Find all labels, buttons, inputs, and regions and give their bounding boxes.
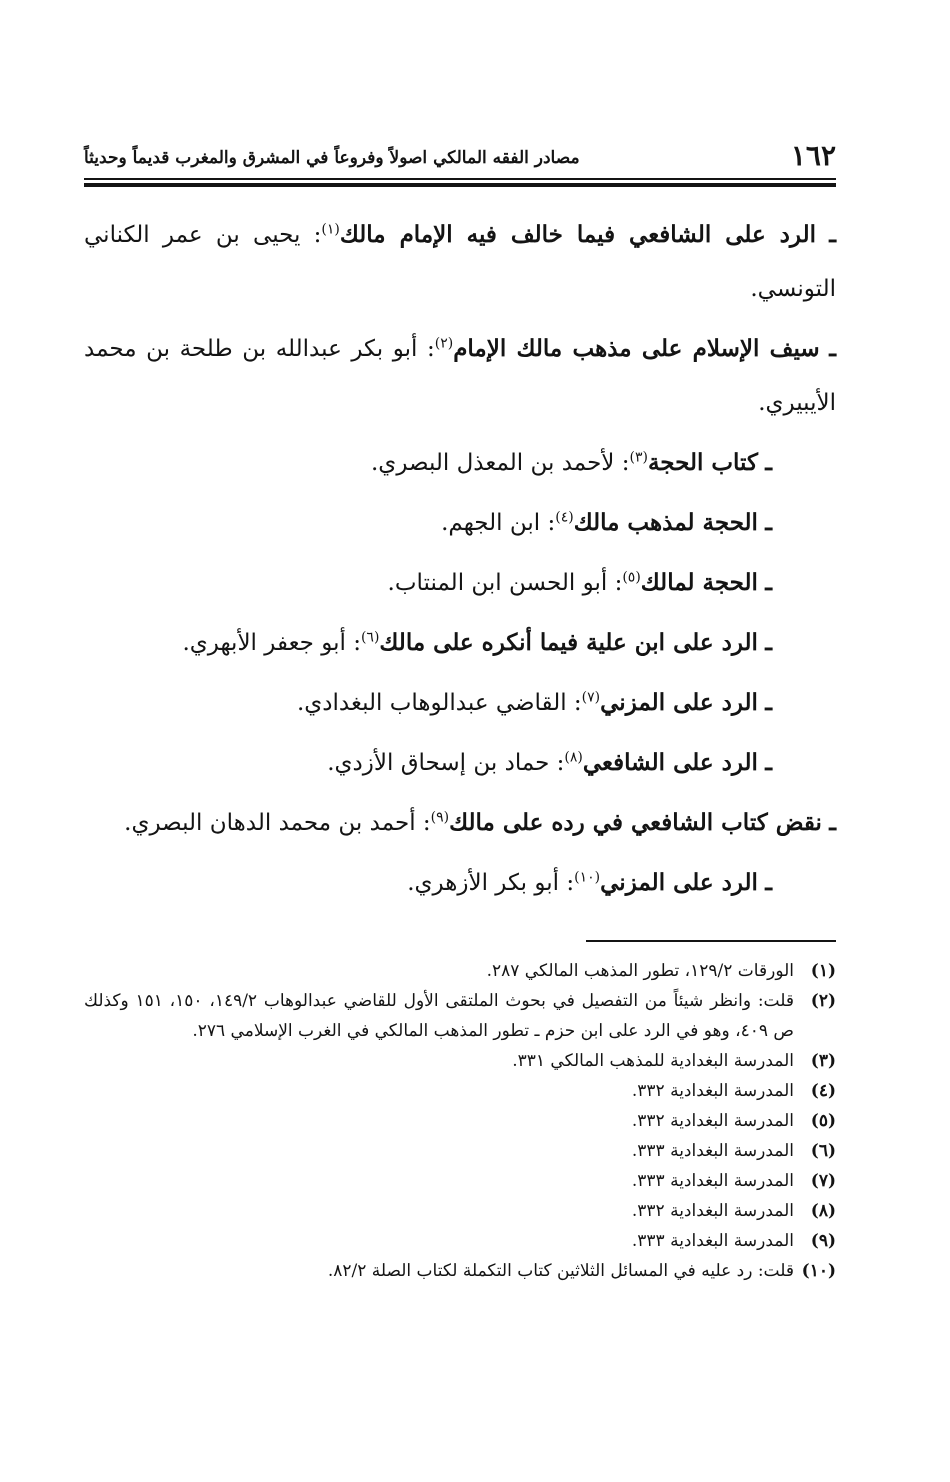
footnote-ref: (٦) [360, 629, 380, 646]
list-item [84, 322, 836, 430]
book-title: الرد على المزني [600, 689, 758, 716]
entry-dash: ـ [765, 449, 772, 476]
footnote-separator [586, 940, 836, 942]
footnote [84, 1136, 836, 1166]
footnote-text: قلت: وانظر شيئاً من التفصيل في بحوث الملتقى الأول للقاضي عبدالوهاب ١٤٩/٢، ١٥٠، ١٥١ وكذلك ص ٤٠٩، وهو في الرد على ابن حزم ـ تطور المذهب المالكي في الغرب الإسلامي ٢٧٦. [84, 991, 794, 1041]
footnote-number: (٢) [810, 991, 836, 1011]
list-item [84, 556, 836, 610]
book-author: : أبو بكر عبدالله بن طلحة بن محمد الأيبيري. [84, 336, 836, 416]
footnote [84, 1196, 836, 1226]
book-title: نقض كتاب الشافعي في رده على مالك [449, 809, 822, 836]
book-author: : أحمد بن محمد الدهان البصري. [124, 810, 431, 836]
entry-dash: ـ [829, 335, 836, 362]
footnote-text: المدرسة البغدادية للمذهب المالكي ٣٣١. [512, 1051, 794, 1071]
footnote-ref: (٩) [430, 809, 450, 826]
book-title: الرد على المزني [600, 869, 758, 896]
entry-dash: ـ [765, 509, 772, 536]
book-author: : حماد بن إسحاق الأزدي. [327, 750, 565, 776]
book-title: الرد على ابن علية فيما أنكره على مالك [379, 629, 758, 656]
book-author: : ابن الجهم. [441, 510, 556, 536]
book-author: : أبو جعفر الأبهري. [182, 630, 361, 656]
list-item [84, 796, 836, 850]
entry-dash: ـ [829, 221, 837, 248]
footnote-ref: (٣) [629, 449, 648, 466]
footnote [84, 1046, 836, 1076]
footnote [84, 1256, 836, 1286]
book-title: الحجة لمذهب مالك [573, 509, 758, 536]
book-title: سيف الإسلام على مذهب مالك الإمام [453, 335, 820, 362]
footnotes [84, 956, 836, 1286]
list-item [84, 676, 836, 730]
footnote-text: المدرسة البغدادية ٣٣٣. [631, 1141, 794, 1161]
entry-dash: ـ [765, 689, 772, 716]
book-title: الرد على الشافعي [582, 749, 758, 776]
list-item [84, 208, 836, 316]
entry-dash: ـ [765, 569, 772, 596]
entry-dash: ـ [765, 749, 772, 776]
footnote-number: (١) [810, 961, 836, 981]
footnote [84, 1226, 836, 1256]
book-author: : أبو بكر الأزهري. [407, 870, 575, 896]
footnote-text: المدرسة البغدادية ٣٣٢. [631, 1201, 794, 1221]
book-author: : القاضي عبدالوهاب البغدادي. [296, 690, 582, 716]
list-item [84, 736, 836, 790]
book-author: : يحيى بن عمر الكناني التونسي. [84, 222, 836, 302]
list-item [84, 436, 836, 490]
footnote [84, 1106, 836, 1136]
footnote-ref: (٥) [622, 569, 641, 586]
footnote [84, 986, 836, 1046]
page-number: ١٦٢ [790, 139, 836, 172]
entry-dash: ـ [765, 869, 772, 896]
footnote-ref: (٨) [564, 749, 583, 766]
footnote-ref: (١) [321, 221, 340, 238]
book-author: : أبو الحسن ابن المنتاب. [387, 570, 623, 596]
page-header [84, 138, 836, 178]
footnote-ref: (٤) [555, 509, 574, 526]
book-title: الرد على الشافعي فيما خالف فيه الإمام مالك [339, 221, 816, 248]
footnote [84, 1076, 836, 1106]
footnote [84, 1166, 836, 1196]
footnote-number: (٥) [810, 1111, 836, 1131]
footnote-number: (٩) [810, 1231, 836, 1251]
header-rule-thick [84, 183, 836, 187]
footnote-text: قلت: رد عليه في المسائل الثلاثين كتاب التكملة لكتاب الصلة ٨٢/٢. [327, 1261, 794, 1281]
entry-dash: ـ [765, 629, 772, 656]
book-title: كتاب الحجة [647, 449, 758, 476]
footnote-number: (٤) [810, 1081, 836, 1101]
footnote-number: (١٠) [801, 1261, 836, 1281]
book-title: الحجة لمالك [640, 569, 758, 596]
footnote-number: (٧) [810, 1171, 836, 1191]
footnote-ref: (٧) [581, 689, 601, 706]
footnote-text: الورقات ١٢٩/٢، تطور المذهب المالكي ٢٨٧. [486, 961, 794, 981]
footnote-text: المدرسة البغدادية ٣٣٣. [631, 1171, 794, 1191]
footnote-text: المدرسة البغدادية ٣٣٣. [631, 1231, 794, 1251]
list-item [84, 616, 836, 670]
footnote-number: (٨) [810, 1201, 836, 1221]
book-author: : لأحمد بن المعذل البصري. [371, 450, 630, 476]
footnote-number: (٣) [810, 1051, 836, 1071]
footnote-text: المدرسة البغدادية ٣٣٢. [631, 1081, 794, 1101]
footnote-number: (٦) [810, 1141, 836, 1161]
book-list [84, 208, 836, 916]
running-title: مصادر الفقه المالكي اصولاً وفروعاً في المشرق والمغرب قديماً وحديثاً [84, 148, 580, 168]
entry-dash: ـ [829, 809, 836, 836]
footnote-ref: (١٠) [574, 869, 601, 886]
header-rule-thin [84, 178, 836, 180]
footnote [84, 956, 836, 986]
list-item [84, 496, 836, 550]
list-item [84, 856, 836, 910]
footnote-ref: (٢) [434, 335, 454, 352]
footnote-text: المدرسة البغدادية ٣٣٢. [631, 1111, 794, 1131]
